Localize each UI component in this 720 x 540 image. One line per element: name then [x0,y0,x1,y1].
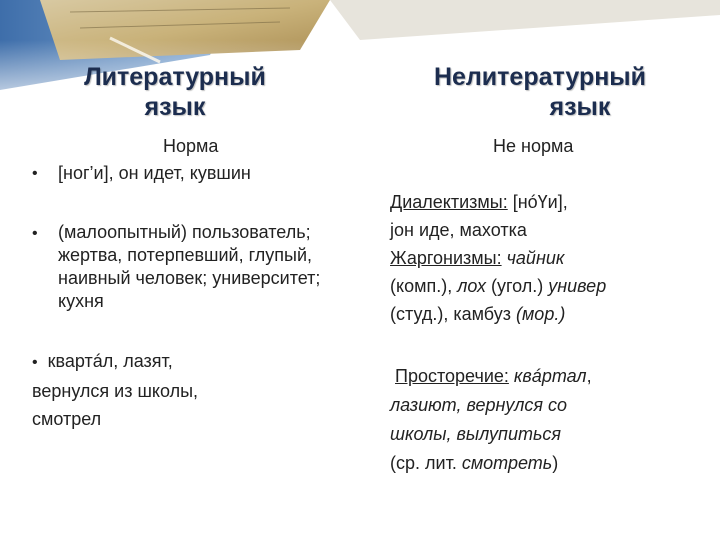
colloquial-label: Просторечие: [395,366,509,386]
jargon-line4-c: (угол.) [485,276,549,296]
left-item-3 [32,347,198,433]
left-item-2-line: жертва, потерпевший, глупый, [58,245,312,265]
heading-right-line2: язык [549,93,611,121]
left-item-2-line: наивный человек; университет; [58,268,321,288]
bullet-glyph: • [32,225,38,242]
left-item-3-line: квартáл, лазят, [47,351,173,371]
left-item-3-line: вернулся из школы, [32,381,199,401]
heading-right-line1: Нелитературный [433,63,647,91]
nonliterary-examples-block [390,188,606,328]
bullet-glyph: • [32,165,38,182]
jargon-line4-d: универ [548,276,607,296]
heading-literary-language [55,62,295,122]
jargon-line4-b: лох [457,276,486,296]
heading-nonliterary-language [405,62,675,122]
subheading-norm: Норма [163,136,219,156]
heading-left-line2: язык [144,93,206,121]
colloquial-line4-a: (ср. лит. [390,453,462,473]
heading-left-line1: Литературный [84,63,266,91]
colloquial-line3: школы, вылупиться [390,424,562,444]
colloquial-comma: , [586,366,592,386]
dialectisms-line2: jон иде, махотка [390,220,527,240]
jargon-line5-a: (студ.), камбуз [390,304,516,324]
jargon-line5-b: (мор.) [515,304,566,324]
jargonisms-word: чайник [506,248,565,268]
colloquial-line4-c: ) [552,453,559,473]
left-item-1 [58,162,251,185]
bullet-glyph: • [32,354,38,371]
left-item-3-line: смотрел [32,409,102,429]
jargonisms-label: Жаргонизмы: [390,248,502,268]
subheading-non-norm: Не норма [493,136,574,156]
left-item-1-line: [ног’и], он идет, кувшин [58,163,251,183]
colloquial-line2: лазиют, вернулся со [390,395,567,415]
left-item-2-line: (малоопытный) пользователь; [58,222,311,242]
jargon-line4-a: (комп.), [390,276,458,296]
colloquial-word1: квáртал [508,366,587,386]
colloquial-examples-block [390,362,592,478]
left-item-2 [58,221,320,313]
dialectisms-label: Диалектизмы: [390,192,508,212]
dialectisms-example: [нóҮи], [507,192,568,212]
colloquial-line4-b: смотреть [461,453,553,473]
left-item-2-line: кухня [58,291,104,311]
